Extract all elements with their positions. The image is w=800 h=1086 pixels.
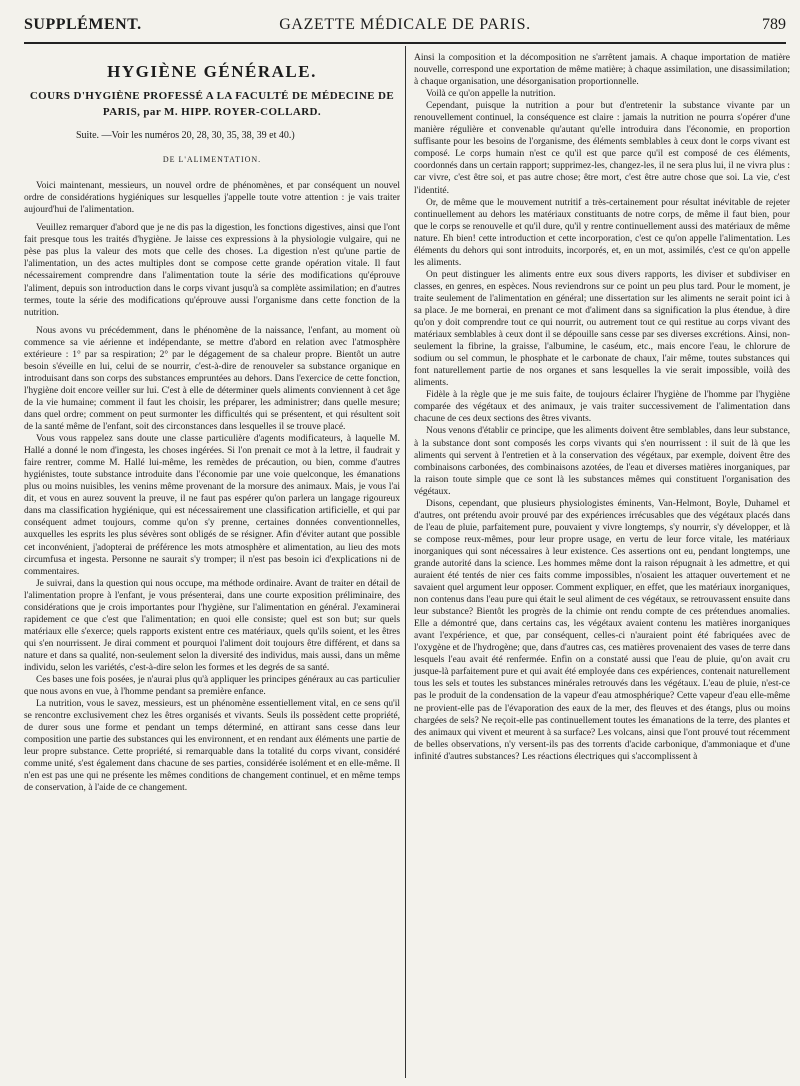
suite-note: Suite. —Voir les numéros 20, 28, 30, 35, 38, 39 et 40.)	[76, 130, 295, 142]
left-paragraph-1: Voici maintenant, messieurs, un nouvel ordre de phénomènes, et par conséquent un nouvel ordre de considérations hygiéniques sur lesquelles j'appelle toute votre attention : je vais traiter aujourd'hui de l'alimentation.	[24, 181, 400, 216]
subtitle-line-2: PARIS, par M. HIPP. ROYER-COLLARD.	[102, 106, 322, 119]
right-paragraph-3: Cependant, puisque la nutrition a pour but d'entretenir la substance vivante par un renouvellement continuel, la conséquence est claire : jamais la nutrition ne pourra s'opérer d'une manière régulière et convenable qu'autant qu'elle introduira dans l'économie, en proportion suffisante pour les besoins de l'organisme, des éléments semblables à ceux dont le corps vivant est composé. Le corps humain n'est ce qu'il est que parce qu'il est composé de ces éléments, coordonnés dans un certain rapport; supprimez-les, changez-les, il ne sera plus lui, il ne vivra plus : car vivre, c'est être soi, et pas autre chose; être mort, c'est être autre chose que soi. La vie, c'est l'identité.	[414, 101, 790, 196]
right-paragraph-5: On peut distinguer les aliments entre eux sous divers rapports, les diviser et subdiviser en classes, en genres, en espèces. Nous reviendrons sur ce point un peu plus tard. Pour le moment, je traite seulement de l'alimentation en général; une dissertation sur les aliments ne serait point ici à sa place. Je me bornerai, en prenant ce mot d'aliment dans sa signification la plus étendue, à dire qu'on y doit comprendre tout ce qui nourrit, ou autrement tout ce qui restitue au corps vivant des matériaux semblables à ceux dont il se dépouille sans cesse par ses diverses excrétions. Ainsi, non-seulement la fibrine, la graisse, l'albumine, le caséum, etc., mais encore l'eau, le chlorure de sodium ou sel commun, le phosphate et le carbonate de chaux, l'air même, toutes substances qui font naturellement partie de nos organes et sans lesquelles la vie serait impossible, voilà des aliments.	[414, 269, 790, 389]
supplement-label: SUPPLÉMENT.	[24, 16, 142, 33]
right-paragraph-8: Disons, cependant, que plusieurs physiologistes éminents, Van-Helmont, Boyle, Duhamel et d'autres, ont prétendu avoir prouvé par des expériences irrécusables que des végétaux placés dans de l'eau de pluie, parfaitement pure, pouvaient y vivre longtemps, s'y nourrir, s'y développer, et là se compose reux-mêmes, pour leur propre usage, en vertu de leur force vitale, les matériaux inorganiques qui sont nécessaires à leur existence. Ces assertions ont eu, pendant longtemps, une grande autorité dans la science. Les hommes même dont la raison répugnait à les admettre, et qui auraient été tentés de nier ces faits comme impossibles, n'osaient les attaquer ouvertement et ne savaient quel argument leur opposer. Comment expliquer, en effet, que les matériaux inorganiques, non contenus dans l'eau pure qui était le seul aliment de ces végétaux, se retrouvassent ensuite dans leur substance? Bientôt les progrès de la chimie ont rendu compte de ces prétendues anomalies. Elle a démontré que, dans certains cas, les végétaux avaient contenu les matières inorganiques avant l'expérience, et que, par conséquent, celles-ci n'auraient point été fabriquées avec de l'oxygène et de l'hydrogène; que, dans d'autres cas, ces matières provenaient des vases de terre dans lesquels l'eau avait été renfermée. Enfin on a constaté aussi que l'eau de pluie, qu'on avait cru jusque-là parfaitement pure et qui avait été employée dans ces expériences, contenait naturellement tous les sels et toutes les substances minérales retrouvés dans les végétaux. L'eau de pluie, n'est-ce pas le produit de la condensation de la vapeur d'eau atmosphérique? Cette vapeur d'eau elle-même ne provient-elle pas de l'évaporation des eaux de la mer, des fleuves et des étangs, plus ou moins chargées de sels? Ne reçoit-elle pas continuellement toutes les émanations de la terre, des plantes et des animaux qui vivent et meurent à sa surface? Les volcans, ainsi que l'ont prouvé tout récemment de belles observations, n'y versent-ils pas des torrents d'acide carbonique, d'ammoniaque et d'une infinité d'autres substances? Les réactions électriques qui s'accomplissent à	[414, 498, 790, 762]
left-paragraph-4: Vous vous rappelez sans doute une classe particulière d'agents modificateurs, à laquelle M. Hallé a donné le nom d'ingesta, les choses ingérées. Si l'on prenait ce mot à la lettre, il faudrait y faire rentrer, comme M. Hallé lui-même, les remèdes de précaution, ou bien, comme d'autres hygiénistes, toute substance introduite dans l'économie par une voie quelconque, les émanations plus ou moins nuisibles, les venins même provenant de la morsure des animaux. Mais, je vous l'ai dit, et vous en aurez souvent la preuve, il ne faut pas espérer qu'on parlera un langage rigoureux dans ma classification hygiénique, qui est nécessairement une classification artificielle, et qui par conséquent admet toujours, comme qu'on s'y prenne, certaines données conventionnelles, auxquelles les esprits les plus sévères sont obligés de se résigner. Afin d'éviter autant que possible cet inconvénient, j'adopterai de préférence les mots atmosphère et alimentation, au lieu des mots circumfusa et ingesta. Personne ne saurait s'y tromper; il n'est pas besoin ici d'explications ni de commentaires.	[24, 434, 400, 577]
right-paragraph-6: Fidèle à la règle que je me suis faite, de toujours éclairer l'hygiène de l'homme par l'hygiène comparée des végétaux et des animaux, je vais traiter successivement de l'alimentation dans chacune de ces deux sections des êtres vivants.	[414, 390, 790, 425]
section-heading: DE L'ALIMENTATION.	[162, 155, 262, 165]
journal-title: GAZETTE MÉDICALE DE PARIS.	[279, 16, 531, 33]
left-paragraph-6: Ces bases une fois posées, je n'aurai plus qu'à appliquer les principes généraux au cas particulier que nous avons en vue, à l'homme pendant sa première enfance.	[24, 675, 400, 698]
right-column	[414, 52, 790, 763]
subtitle-line-1: COURS D'HYGIÈNE PROFESSÉ A LA FACULTÉ DE MÉDECINE DE	[29, 90, 395, 103]
right-paragraph-4: Or, de même que le mouvement nutritif a très-certainement pour résultat inévitable de rejeter continuellement au dehors les matériaux constituants de notre corps, de même il faut bien, pour que le corps se renouvelle et qu'il dure, qu'il y rentre continuellement aussi des matériaux de même nature. Eh bien! cette introduction et cette incorporation, c'est ce qu'on appelle l'alimentation. Les éléments du dehors qui sont introduits, incorporés, et, en un mot, assimilés, c'est ce qu'on appelle les aliments.	[414, 197, 790, 268]
column-divider	[405, 46, 406, 1078]
right-paragraph-7: Nous venons d'établir ce principe, que les aliments doivent être semblables, dans leur substance, à la substance dont sont composés les corps vivants qui s'en nourrissent : il suit de là que les aliments qui servent à l'entretien et à la conservation des végétaux, par exemple, doivent être des combinaisons carbonées, des combinaisons azotées, de l'eau et diverses matières inorganiques, par la raison toute simple que ce sont là les substances mêmes qui constituent l'organisation des végétaux.	[414, 426, 790, 497]
right-paragraph-2: Voilà ce qu'on appelle la nutrition.	[426, 89, 556, 100]
article-subtitle	[24, 88, 400, 120]
left-paragraph-5: Je suivrai, dans la question qui nous occupe, ma méthode ordinaire. Avant de traiter en détail de l'alimentation propre à l'enfant, je vous présenterai, dans une courte exposition préliminaire, des considérations que je crois importantes pour l'hygiène, sur l'alimentation en général. J'examinerai rapidement ce que c'est que l'alimentation; en quoi elle consiste; quel est son but; sur quels matériaux elle s'exerce; quels rapports existent entre ces matériaux, quels qu'ils soient, et les êtres qui s'en nourrissent. Je dirai comment et pourquoi l'aliment doit toujours être différent, et dans sa nature et dans sa qualité, non-seulement selon la diversité des individus, mais aussi, dans un même individu, selon les variétés, c'est-à-dire selon les formes et les degrés de sa santé.	[24, 578, 400, 673]
page-number: 789	[762, 16, 786, 33]
left-column	[24, 52, 400, 794]
left-paragraph-3: Nous avons vu précédemment, dans le phénomène de la naissance, l'enfant, au moment où commence sa vie aérienne et indépendante, se mettre d'abord en relation avec l'atmosphère extérieure : 1° par sa respiration; 2° par le dégagement de sa chaleur propre. Bientôt un autre besoin s'éveille en lui, celui de se nourrir, c'est-à-dire de renouveler sa substance organique en introduisant dans son corps des substances empruntées au dehors. Dans l'exercice de cette fonction, l'hygiène doit encore veiller sur lui. C'est à elle de déterminer quels aliments conviennent à cet âge de la vie humaine; comment il faut les choisir, les préparer, les administrer; dans quelle mesure; dans quel ordre; comment on peut surmonter les difficultés qui se présentent, et qui résultent soit de la santé même de l'enfant, soit des circonstances dans lesquelles il se trouve placé.	[24, 325, 400, 433]
left-paragraph-2: Veuillez remarquer d'abord que je ne dis pas la digestion, les fonctions digestives, ainsi que l'ont fait presque tous les traités d'hygiène. Je laisse ces expressions à la physiologie vulgaire, qui ne pèse pas plus la valeur des mots que celle des choses. La digestion n'est qu'une partie de l'alimentation, un des actes multiples dont se compose cette grande opération vitale. Il faut nécessairement comprendre dans l'alimentation toute la série des modifications qu'éprouve l'aliment, depuis son introduction dans le corps vivant jusqu'à sa complète assimilation; en d'autres termes, toute la série des modifications qu'éprouve aussi l'organisme dans cette fonction de la nutrition.	[24, 223, 400, 318]
article-title: HYGIÈNE GÉNÉRALE.	[107, 62, 317, 81]
page-header	[24, 10, 786, 44]
left-paragraph-7: La nutrition, vous le savez, messieurs, est un phénomène essentiellement vital, en ce sens qu'il se rencontre exclusivement chez les êtres organisés et vivants. Seuls ils possèdent cette propriété, de durer sous une forme et pendant un temps déterminé, en attirant sans cesse dans leur composition une partie des substances qui les environnent, et en rendant aux éléments une partie de leur propre substance. Cette propriété, si remarquable dans la totalité du corps vivant, considéré comme unité, s'est également dans chacune de ses parties, considérée isolément et en elle-même. Il n'en est pas une qui ne présente les mêmes conditions de changement continuel, et en même temps de conservation, à l'aide de ce changement.	[24, 699, 400, 794]
right-paragraph-1: Ainsi la composition et la décomposition ne s'arrêtent jamais. A chaque importation de matière nouvelle, correspond une exportation de même matière; à chaque assimilation, une disassimilation; à chaque organisation, une désorganisation proportionnelle.	[414, 53, 790, 88]
